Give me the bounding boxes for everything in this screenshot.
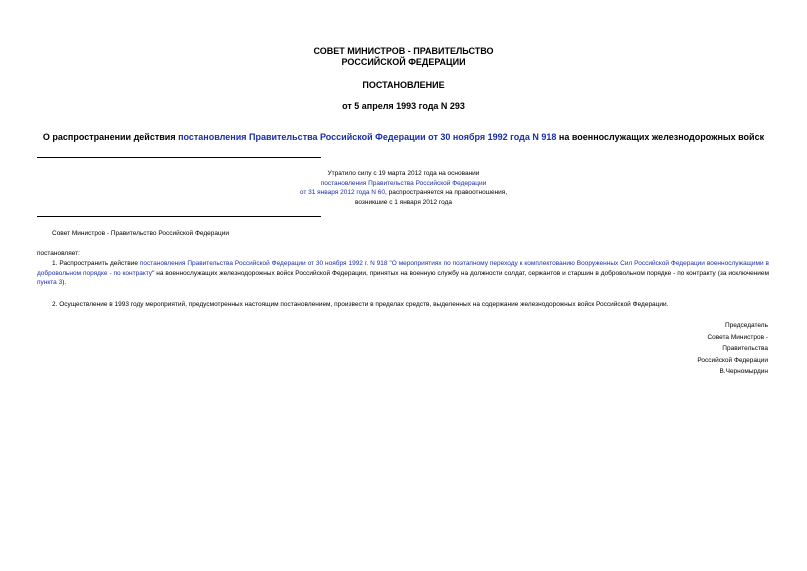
decrees-text: постановляет: xyxy=(37,250,80,257)
signature-line-3: Правительства xyxy=(722,345,768,352)
signature-name: В.Черномырдин xyxy=(719,368,768,375)
title-link-decree-918[interactable]: постановления Правительства Российской Федерации от 30 ноября 1992 года N 918 xyxy=(178,132,557,142)
paragraph-2: 2. Осуществление в 1993 году мероприятий, предусмотренных настоящим постановлением, произвести в пределах средств, выделенных на содержание железнодорожных войск Российской Федерации. xyxy=(52,301,669,308)
status-note-line-3-rest: , распространяется на правоотношения, xyxy=(385,189,508,196)
paragraph-1-middle: " на военнослужащих железнодорожных войск Российской Федерации, принятых на военную службу на должности солдат, сержантов и старшин в добровольном порядке - по контракту (за исключением xyxy=(152,269,769,277)
document-title xyxy=(36,132,771,143)
signature-line-1: Председатель xyxy=(724,322,768,329)
divider-top xyxy=(37,157,321,158)
divider-bottom xyxy=(37,216,321,217)
status-note xyxy=(210,169,597,207)
paragraph-1-start: 1. Распространить действие xyxy=(52,260,140,267)
document-type: ПОСТАНОВЛЕНИЕ xyxy=(362,80,445,90)
signature-block xyxy=(697,320,768,378)
signature-line-4: Российской Федерации xyxy=(697,356,768,364)
issuer-text: Совет Министров - Правительство Российской Федерации xyxy=(52,230,230,237)
title-prefix: О распространении действия xyxy=(42,132,179,142)
paragraph-1-end: ). xyxy=(62,279,67,286)
status-note-line-4: возникшие с 1 января 2012 года xyxy=(354,198,453,206)
paragraph-1 xyxy=(37,259,769,288)
status-note-line-1: Утратило силу с 19 марта 2012 года на основании xyxy=(327,170,480,177)
signature-line-2: Совета Министров - xyxy=(707,333,768,341)
title-suffix: на военнослужащих железнодорожных войск xyxy=(556,132,765,142)
paragraph-1-link-decree[interactable]: постановления Правительства Российской Федерации от 30 ноября 1992 г. N 918 "О мероприятиях по поэтапному переходу к комплектованию Вооруженных Сил Российской Федерации военнослужащими в добровольном порядке - по контракту xyxy=(37,260,769,277)
paragraph-1-link-point-3[interactable]: пункта 3 xyxy=(37,279,63,286)
header-line-2: РОССИЙСКОЙ ФЕДЕРАЦИИ xyxy=(341,57,466,67)
document-date-number: от 5 апреля 1993 года N 293 xyxy=(342,101,465,111)
header-line-1: СОВЕТ МИНИСТРОВ - ПРАВИТЕЛЬСТВО xyxy=(313,46,494,56)
status-note-link-decree[interactable]: постановления Правительства Российской Федерации xyxy=(320,179,487,187)
status-note-link-date[interactable]: от 31 января 2012 года N 60 xyxy=(299,189,386,196)
